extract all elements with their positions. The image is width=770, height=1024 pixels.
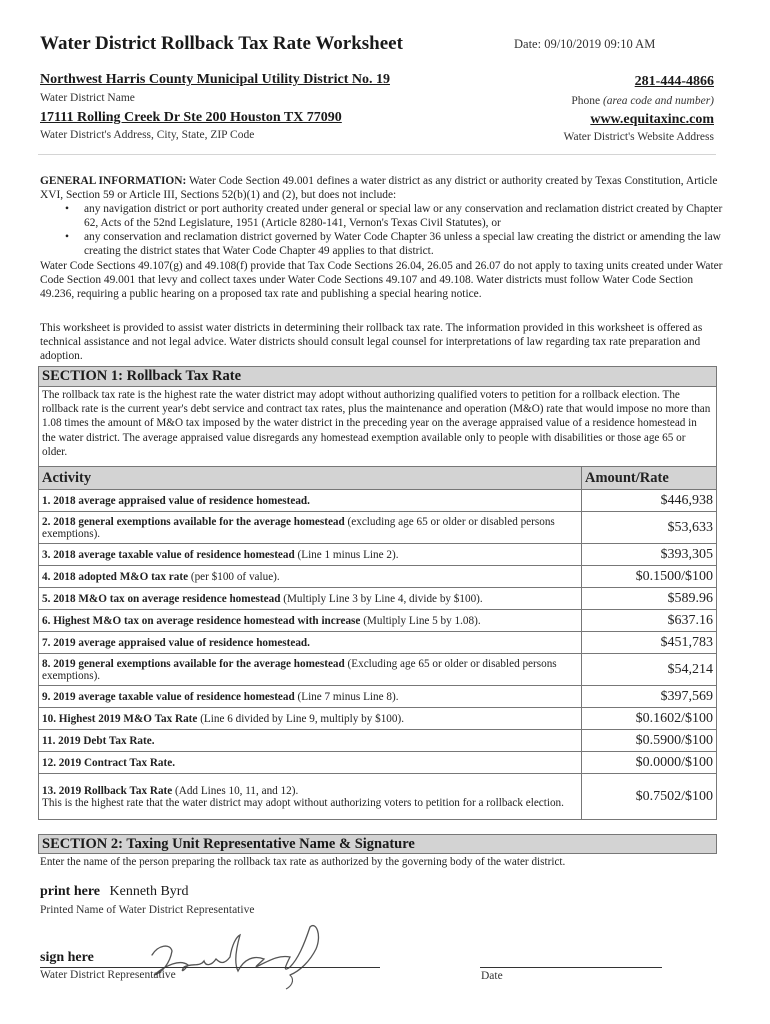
amount-cell: $0.0000/$100 <box>582 752 717 774</box>
district-name-caption: Water District Name <box>40 92 135 104</box>
amount-cell: $54,214 <box>582 654 717 686</box>
amount-cell: $446,938 <box>582 490 717 512</box>
table-row: 5. 2018 M&O tax on average residence homestead (Multiply Line 3 by Line 4, divide by $100). $589.96 <box>39 588 717 610</box>
sign-label: sign here <box>40 950 94 965</box>
amount-cell: $0.1602/$100 <box>582 708 717 730</box>
phone-caption: Phone (area code and number) <box>571 95 714 107</box>
printed-name[interactable]: Kenneth Byrd <box>109 884 189 899</box>
table-row: 11. 2019 Debt Tax Rate. $0.5900/$100 <box>39 730 717 752</box>
date-line[interactable] <box>480 967 662 968</box>
amount-cell: $0.5900/$100 <box>582 730 717 752</box>
district-phone: 281-444-4866 <box>634 74 714 89</box>
general-info-label: GENERAL INFORMATION: <box>40 175 187 187</box>
amount-cell: $397,569 <box>582 686 717 708</box>
printed-name-caption: Printed Name of Water District Representative <box>40 904 255 916</box>
table-row: 2. 2018 general exemptions available for the average homestead (excluding age 65 or older or disabled persons exemptions). $53,633 <box>39 512 717 544</box>
amount-cell: $0.7502/$100 <box>582 774 717 820</box>
amount-cell: $0.1500/$100 <box>582 566 717 588</box>
print-label: print here <box>40 884 101 899</box>
district-address-caption: Water District's Address, City, State, ZIP Code <box>40 129 255 141</box>
amount-cell: $589.96 <box>582 588 717 610</box>
print-row <box>40 884 188 900</box>
table-row: 9. 2019 average taxable value of residence homestead (Line 7 minus Line 8). $397,569 <box>39 686 717 708</box>
table-row: 7. 2019 average appraised value of residence homestead. $451,783 <box>39 632 717 654</box>
activity-table <box>38 466 717 820</box>
list-item: • any navigation district or port authority created under general or special law or any conservation and reclamation district created by Chapter 62, Acts of the 52nd Legislature, 1951 (Article 8280-141, Vernon's Texas Civil Statutes), or <box>40 202 730 230</box>
section2-header: SECTION 2: Taxing Unit Representative Name & Signature <box>38 834 717 854</box>
signature-line[interactable] <box>40 967 380 968</box>
district-address: 17111 Rolling Creek Dr Ste 200 Houston TX 77090 <box>40 110 342 125</box>
amount-cell: $451,783 <box>582 632 717 654</box>
page-title: Water District Rollback Tax Rate Worksheet <box>40 33 403 54</box>
disclaimer: This worksheet is provided to assist water districts in determining their rollback tax rate. The information provided in this worksheet is offered as technical assistance and not legal advice. Water districts should consult legal counsel for interpretations of law regarding tax rate preparation and adoption. <box>40 322 703 363</box>
section1-header: SECTION 1: Rollback Tax Rate <box>38 366 717 387</box>
table-row: 4. 2018 adopted M&O tax rate (per $100 of value). $0.1500/$100 <box>39 566 717 588</box>
table-row: 6. Highest M&O tax on average residence homestead with increase (Multiply Line 5 by 1.08). $637.16 <box>39 610 717 632</box>
website-caption: Water District's Website Address <box>563 131 714 143</box>
sign-caption: Water District Representative <box>40 969 176 981</box>
table-row: 8. 2019 general exemptions available for the average homestead (Excluding age 65 or older or disabled persons exemptions). $54,214 <box>39 654 717 686</box>
list-item: • any conservation and reclamation district governed by Water Code Chapter 36 unless a special law creating the district or amending the law creating the district states that Water Code Chapter 49 applies to that district. <box>40 230 730 258</box>
section1-description: The rollback tax rate is the highest rate the water district may adopt without authorizing qualified voters to petition for a rollback election. The rollback rate is the current year's debt service and contract tax rates, plus the maintenance and operation (M&O) rate that would impose no more than 1.08 times the amount of M&O tax imposed by the water district in the preceding year on the average appraised value of a residence homestead in the water district. The average appraised value disregards any homestead exemption available only to people with disabilities or those age 65 or older. <box>38 387 717 466</box>
amount-cell: $637.16 <box>582 610 717 632</box>
date-caption: Date <box>481 970 503 982</box>
district-website[interactable]: www.equitaxinc.com <box>590 112 714 127</box>
section2-instructions: Enter the name of the person preparing the rollback tax rate as authorized by the governing body of the water district. <box>40 856 566 868</box>
table-row: 12. 2019 Contract Tax Rate. $0.0000/$100 <box>39 752 717 774</box>
header-divider <box>38 154 716 155</box>
amount-cell: $393,305 <box>582 544 717 566</box>
amount-cell: $53,633 <box>582 512 717 544</box>
table-row: 1. 2018 average appraised value of residence homestead. $446,938 <box>39 490 717 512</box>
district-name: Northwest Harris County Municipal Utility District No. 19 <box>40 72 390 87</box>
table-row: 10. Highest 2019 M&O Tax Rate (Line 6 divided by Line 9, multiply by $100). $0.1602/$100 <box>39 708 717 730</box>
table-row: 13. 2019 Rollback Tax Rate (Add Lines 10, 11, and 12). This is the highest rate that the water district may adopt without authorizing voters to petition for a rollback election. $0.7502/$100 <box>39 774 717 820</box>
date-stamp: Date: 09/10/2019 09:10 AM <box>514 37 656 51</box>
table-row: 3. 2018 average taxable value of residence homestead (Line 1 minus Line 2). $393,305 <box>39 544 717 566</box>
general-info-closing: Water Code Sections 49.107(g) and 49.108(f) provide that Tax Code Sections 26.04, 26.05 and 26.07 do not apply to taxing units created under Water Code Section 49.001 that levy and collect taxes under Water Code Sections 49.107 and 49.108. Water districts must follow Water Code Section 49.236, requiring a public hearing on a proposed tax rate and publishing a special hearing notice. <box>40 259 723 300</box>
column-header-amount: Amount/Rate <box>582 467 717 490</box>
column-header-activity: Activity <box>39 467 582 490</box>
general-information: GENERAL INFORMATION: Water Code Section 49.001 defines a water district as any district or authority created by Texas Constitution, Article XVI, Section 59 or Article III, Sections 52(b)(1) and (2), but does not include: • any navigation district or port authority created under general or special law or any conservation and reclamation district created by Chapter 62, Acts of the 52nd Legislature, 1951 (Article 8280-141, Vernon's Texas Civil Statutes), or • any conservation and reclamation district governed by Water Code Chapter 36 unless a special law creating the district or amending the law creating the district states that Water Code Chapter 49 applies to that district. Water Code Sections 49.107(g) and 49.108(f) provide that Tax Code Sections 26.04, 26.05 and 26.07 do not apply to taxing units created under Water Code Section 49.001 that levy and collect taxes under Water Code Sections 49.107 and 49.108. Water districts must follow Water Code Section 49.236, requiring a public hearing on a proposed tax rate and publishing a special hearing notice. <box>40 174 730 301</box>
